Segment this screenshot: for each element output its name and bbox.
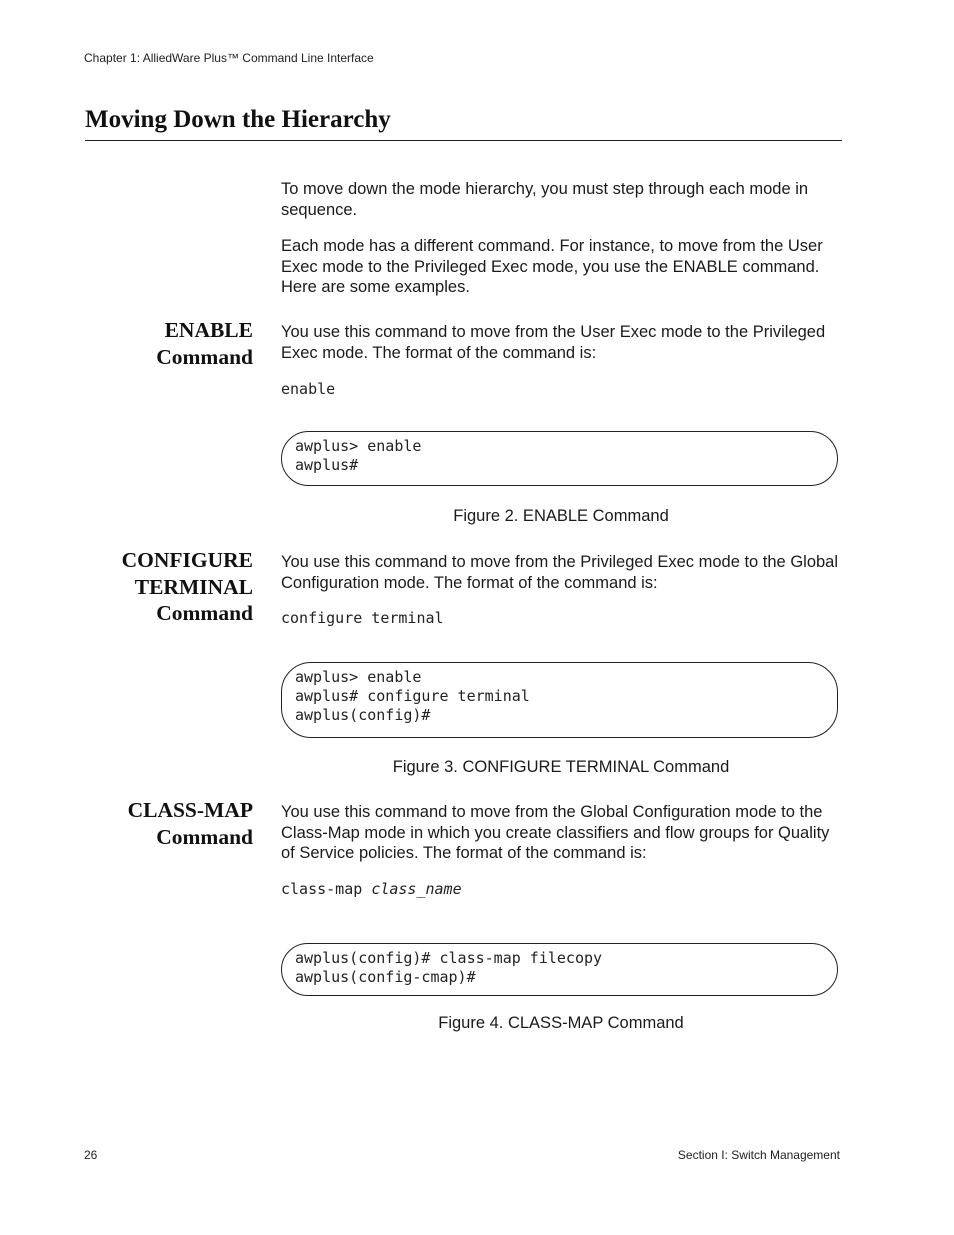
- enable-description: You use this command to move from the User Exec mode to the Privileged Exec mode. The format of the command is:: [281, 323, 826, 362]
- code-line: awplus(config-cmap)#: [295, 967, 476, 986]
- enable-heading-line-1: ENABLE: [164, 318, 253, 342]
- class-map-description: You use this command to move from the Global Configuration mode to the Class-Map mode in which you create classifiers and flow groups for Quality of Service policies. The format of the command is:: [281, 803, 830, 863]
- enable-heading: [85, 317, 253, 370]
- footer-section: Section I: Switch Management: [677, 1148, 840, 1162]
- code-line: awplus(config)#: [295, 705, 431, 724]
- class-map-heading-line-1: CLASS-MAP: [127, 798, 253, 822]
- class-map-code-example: [281, 943, 838, 996]
- code-line: awplus#: [295, 455, 359, 474]
- syntax-command: configure terminal: [281, 609, 444, 627]
- syntax-command: enable: [281, 380, 336, 398]
- figure-4-caption: Figure 4. CLASS-MAP Command: [438, 1014, 684, 1032]
- configure-terminal-heading: [85, 547, 253, 627]
- enable-code-example: [281, 431, 838, 486]
- configure-terminal-heading-line-1: CONFIGURE: [121, 548, 253, 572]
- configure-terminal-description: You use this command to move from the Privileged Exec mode to the Global Configuration mode. The format of the command is:: [281, 553, 839, 592]
- class-map-heading-line-2: Command: [156, 824, 253, 849]
- intro-paragraph-1: To move down the mode hierarchy, you must step through each mode in sequence.: [281, 180, 809, 219]
- enable-heading-line-2: Command: [156, 344, 253, 369]
- code-line: awplus> enable: [295, 668, 422, 686]
- configure-terminal-heading-line-3: Command: [156, 601, 253, 625]
- syntax-argument: class_name: [371, 880, 462, 898]
- configure-terminal-syntax: [281, 609, 444, 627]
- configure-terminal-code-example: [281, 662, 838, 738]
- code-line: awplus(config)# class-map filecopy: [295, 949, 603, 967]
- running-header: Chapter 1: AlliedWare Plus™ Command Line Interface: [84, 51, 374, 65]
- syntax-command: class-map: [281, 880, 372, 898]
- configure-terminal-heading-line-2: TERMINAL: [134, 574, 253, 599]
- figure-3-caption: Figure 3. CONFIGURE TERMINAL Command: [392, 758, 730, 776]
- page-title: Moving Down the Hierarchy: [85, 106, 391, 133]
- intro-paragraph-2: Each mode has a different command. For instance, to move from the User Exec mode to the Privileged Exec mode, you use the ENABLE command. Here are some examples.: [281, 237, 823, 297]
- class-map-syntax: [281, 880, 462, 898]
- page-number: 26: [84, 1148, 98, 1162]
- enable-syntax: [281, 380, 335, 398]
- code-line: awplus# configure terminal: [295, 686, 530, 705]
- class-map-heading: [85, 797, 253, 850]
- figure-2-caption: Figure 2. ENABLE Command: [453, 507, 669, 525]
- code-line: awplus> enable: [295, 437, 422, 455]
- title-rule: [85, 140, 842, 141]
